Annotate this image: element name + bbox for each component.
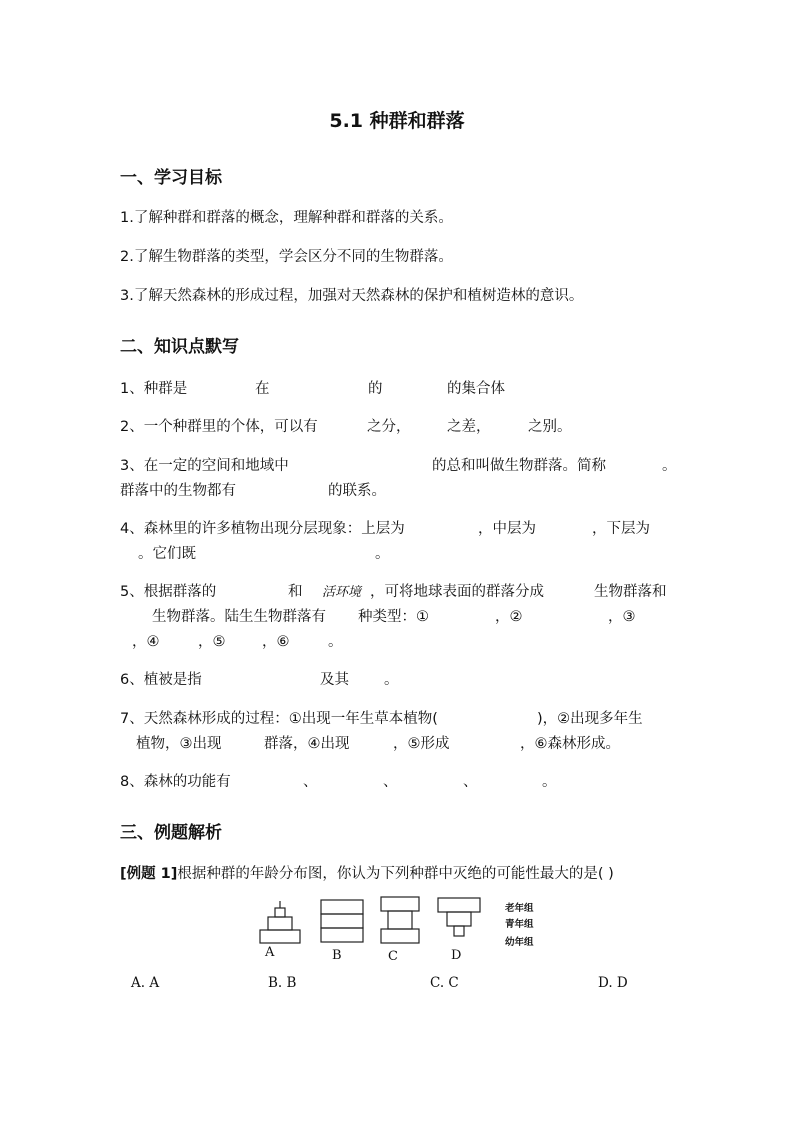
pyramid-c-adult [388,911,412,929]
example-question-text: 根据种群的年龄分布图，你认为下列种群中灭绝的可能性最大的是( ) [177,866,614,882]
q3-text: 的联系。 [328,483,386,499]
figure-label-d: D [451,948,462,963]
example-label: [例题 1] [120,866,178,882]
pyramid-a-young [260,930,300,943]
q1-text: 在 [255,381,270,397]
figure-label-c: C [388,949,398,964]
q4-text: ，下层为 [592,521,650,537]
pyramid-d-young [454,926,464,936]
q3-text: 的总和叫做生物群落。简称 [432,458,606,474]
pyramid-a-adult [268,917,292,930]
page-title: 5.1 种群和群落 [329,110,465,132]
section-heading-objectives: 一、学习目标 [120,168,222,188]
option-d: D. D [598,975,628,991]
q3-text: 3、在一定的空间和地域中 [120,458,289,474]
q5-text: ，④ [132,634,160,650]
q5-text: 生物群落和 [594,584,667,600]
pyramid-c-young [381,929,419,943]
section-heading-examples: 三、例题解析 [120,823,222,843]
q2-text: 之差， [447,419,491,435]
q5-text: ，⑥ [262,634,290,650]
figure-label-a: A [265,945,275,960]
q7-text: 7、天然森林形成的过程：①出现一年生草本植物( [120,711,438,727]
q8-text: 、 [463,774,478,790]
q1-text: 的 [368,381,383,397]
option-a: A. A [131,975,160,991]
q7-text: ，⑤形成 [393,736,450,752]
legend-adult: 青年组 [505,919,534,930]
q8-text: 8、森林的功能有 [120,774,231,790]
q5-text: ，③ [608,609,636,625]
q7-text: 植物，③出现 [136,736,222,752]
q5-text: ，⑤ [198,634,226,650]
q7-text: 群落，④出现 [264,736,350,752]
q2-text: 之分， [367,419,411,435]
q5-text: ，可将地球表面的群落分成 [370,584,544,600]
q5-text: 种类型：① [358,609,429,625]
q4-text: 4、森林里的许多植物出现分层现象：上层为 [120,521,405,537]
section-heading-knowledge: 二、知识点默写 [120,337,239,357]
option-b: B. B [268,975,297,991]
pyramid-d-adult [447,912,471,926]
pyramid-a-old [275,908,285,917]
q6-text: 6、植被是指 [120,672,202,688]
q8-text: 、 [383,774,398,790]
q6-text: 。 [384,672,399,688]
pyramid-c-old [381,897,419,911]
objective-item: 1.了解种群和群落的概念，理解种群和群落的关系。 [120,210,453,226]
legend-old: 老年组 [505,903,534,914]
q5-text: 生物群落。陆生生物群落有 [152,609,326,625]
q8-text: 。 [542,774,557,790]
q2-text: 2、一个种群里的个体，可以有 [120,419,318,435]
q5-text: 活环境 [322,585,362,600]
q4-text: 。 [375,546,390,562]
q2-text: 之别。 [528,419,572,435]
q5-text: 。 [328,634,343,650]
option-c: C. C [430,975,459,991]
objective-item: 2.了解生物群落的类型，学会区分不同的生物群落。 [120,249,453,265]
pyramid-b-adult [321,914,363,928]
q7-text: ，⑥森林形成。 [520,736,620,752]
objective-item: 3.了解天然森林的形成过程，加强对天然森林的保护和植树造林的意识。 [120,288,584,304]
q3-text: 。 [662,458,677,474]
q5-text: 和 [288,584,303,600]
pyramid-d-old [438,898,480,912]
q4-text: 。它们既 [138,546,196,562]
q3-text: 群落中的生物都有 [120,483,236,499]
pyramid-b-old [321,900,363,914]
pyramid-b-young [321,928,363,942]
age-structure-figure [255,893,555,963]
q5-text: ，② [495,609,523,625]
q1-text: 1、种群是 [120,381,188,397]
q5-text: 5、根据群落的 [120,584,217,600]
q6-text: 及其 [320,672,349,688]
q1-text: 的集合体 [447,381,505,397]
figure-label-b: B [332,948,342,963]
q7-text: )，②出现多年生 [537,711,643,727]
q8-text: 、 [303,774,318,790]
legend-young: 幼年组 [505,937,534,948]
example-question [120,864,614,884]
q4-text: ，中层为 [478,521,536,537]
